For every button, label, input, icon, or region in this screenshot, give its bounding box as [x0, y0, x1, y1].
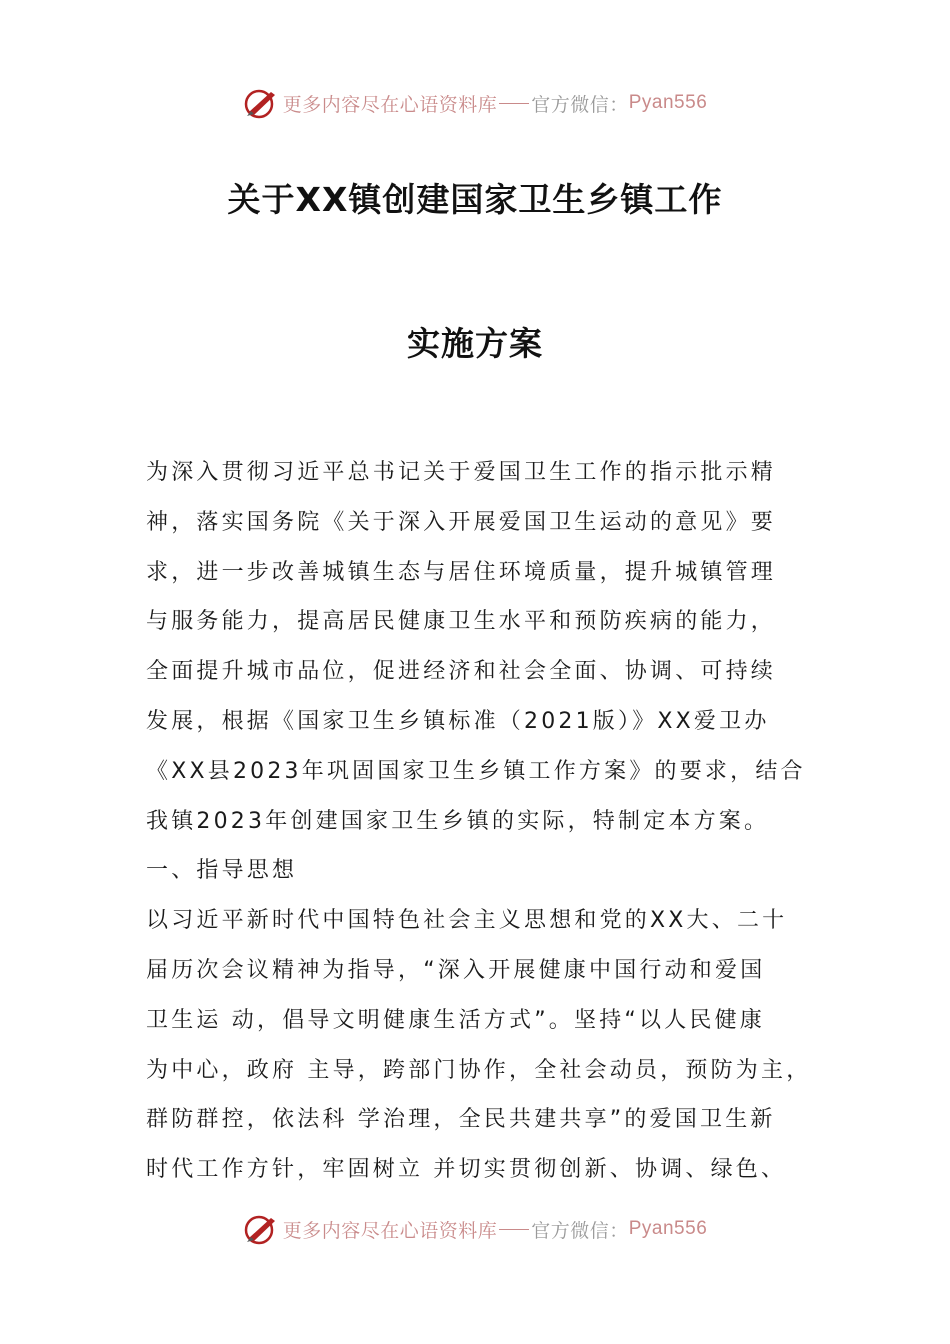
watermark-brand: 更多内容尽在心语资料库 [282, 1219, 498, 1242]
watermark-wechat-label: 官方微信： [531, 1219, 629, 1242]
watermark-brand: 更多内容尽在心语资料库 [282, 93, 498, 116]
document-title-line-1: 关于XX镇创建国家卫生乡镇工作 [227, 180, 723, 219]
section-heading: 一、指导思想 [146, 858, 298, 884]
document-body [146, 448, 836, 1195]
body-line: 发展，根据《国家卫生乡镇标准（2021版）》XX爱卫办 [146, 708, 770, 734]
header-watermark [0, 83, 950, 123]
body-line: 全面提升城市品位，促进经济和社会全面、协调、可持续 [146, 659, 777, 685]
pen-logo-icon [243, 86, 279, 120]
body-line: 届历次会议精神为指导，“深入开展健康中国行动和爱国 [146, 957, 766, 983]
body-line: 求，进一步改善城镇生态与居住环境质量，提升城镇管理 [146, 559, 777, 585]
body-line: 神，落实国务院《关于深入开展爱国卫生运动的意见》要 [146, 509, 777, 535]
body-line: 我镇2023年创建国家卫生乡镇的实际，特制定本方案。 [146, 808, 770, 834]
body-line: 时代工作方针，牢固树立 并切实贯彻创新、协调、绿色、 [146, 1157, 787, 1183]
pen-logo-icon [243, 1212, 279, 1246]
footer-watermark [0, 1209, 950, 1249]
watermark-dash [499, 103, 529, 104]
body-line: 以习近平新时代中国特色社会主义思想和党的XX大、二十 [146, 908, 788, 934]
body-line: 为深入贯彻习近平总书记关于爱国卫生工作的指示批示精 [146, 460, 777, 485]
document-title-line-2: 实施方案 [407, 324, 543, 363]
body-line: 为中心，政府 主导，跨部门协作，全社会动员，预防为主， [146, 1057, 812, 1083]
body-line: 《XX县2023年巩固国家卫生乡镇工作方案》的要求，结合 [146, 758, 806, 784]
watermark-wechat-id: Pyan556 [628, 92, 708, 113]
body-line: 卫生运 动，倡导文明健康生活方式”。坚持“以人民健康 [146, 1007, 765, 1033]
watermark-dash [499, 1229, 529, 1230]
watermark-wechat-label: 官方微信： [531, 93, 629, 116]
body-line: 与服务能力，提高居民健康卫生水平和预防疾病的能力， [146, 609, 777, 635]
watermark-wechat-id: Pyan556 [628, 1218, 708, 1239]
body-line: 群防群控，依法科 学治理，全民共建共享”的爱国卫生新 [146, 1107, 776, 1133]
